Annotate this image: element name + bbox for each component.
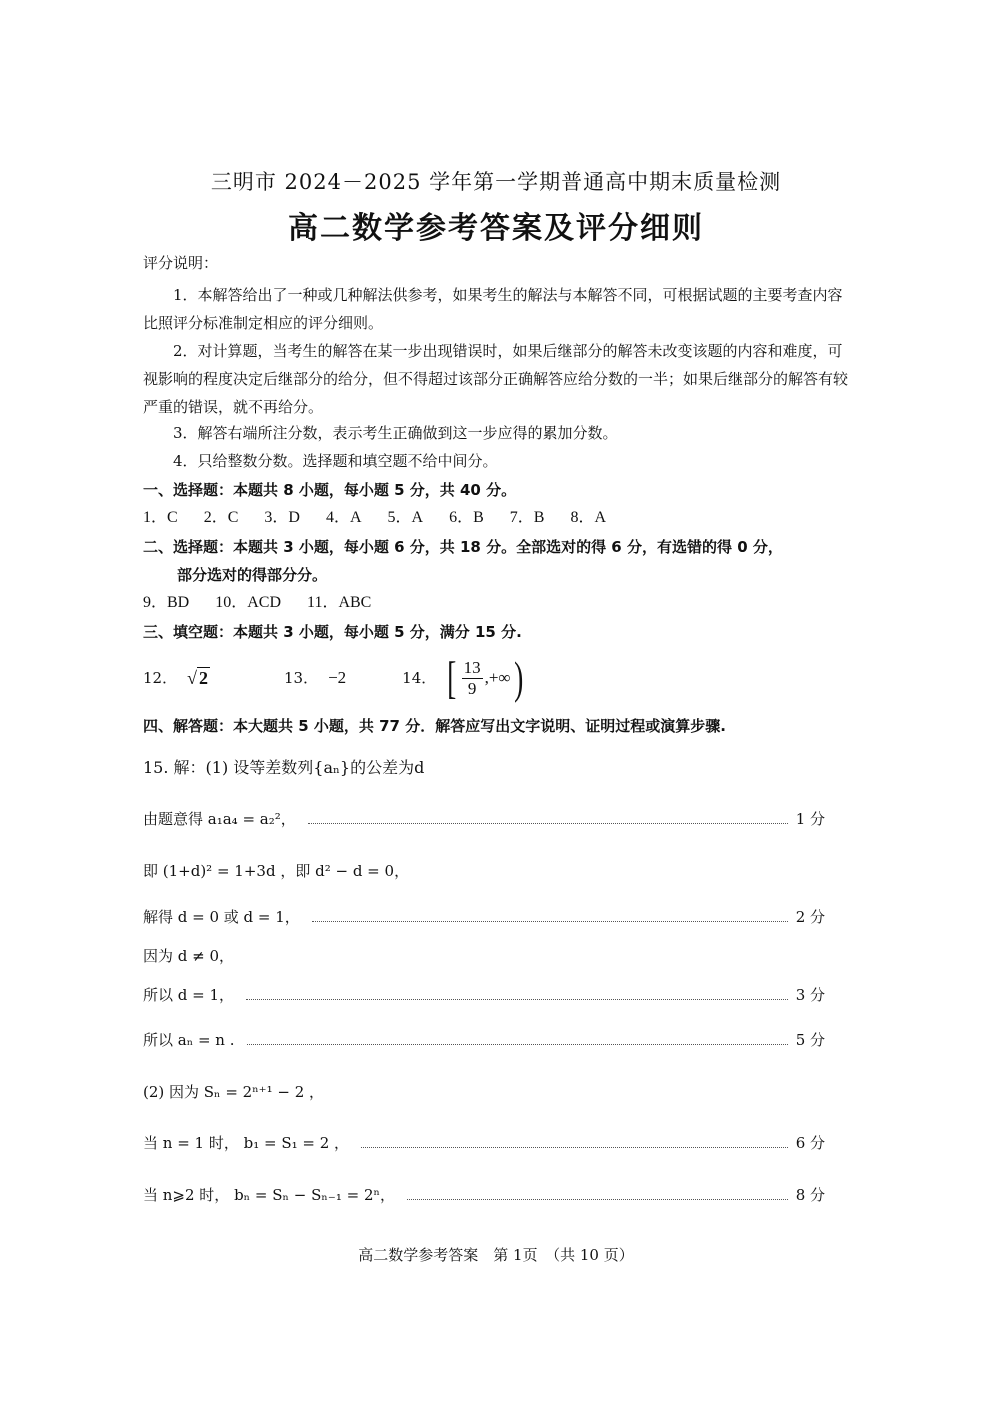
- answer-10: 10．ACD: [215, 594, 282, 611]
- step-points: 5 分: [795, 1031, 825, 1049]
- answer-1: 1．C: [143, 509, 178, 526]
- solution-step-6: 所以 aₙ = n . 5 分: [143, 1031, 825, 1049]
- solution-step-7: (2) 因为 Sₙ = 2ⁿ⁺¹ − 2 ，: [143, 1083, 325, 1101]
- leader-dots: [407, 1198, 788, 1200]
- instruction-item-2: 2．对计算题，当考生的解答在某一步出现错误时，如果后继部分的解答未改变该题的内容和难度，可视影响的程度决定后继部分的给分，但不得超过该部分正确解答应给分数的一半；如果后继部分的解答有较严重的错误，就不再给分。: [143, 342, 849, 416]
- answer-7: 7．B: [509, 509, 545, 526]
- leader-dots: [247, 1043, 788, 1045]
- q13-label: 13．: [283, 669, 319, 687]
- section1-answers: [143, 508, 855, 528]
- q13-answer: −2: [328, 668, 347, 687]
- q15-intro: 15. 解：(1) 设等差数列{aₙ}的公差为d: [143, 758, 425, 777]
- answer-4: 4．A: [325, 509, 362, 526]
- instructions-heading: 评分说明：: [143, 254, 219, 272]
- step-points: 3 分: [795, 986, 825, 1004]
- answer-2: 2．C: [203, 509, 239, 526]
- step-points: 8 分: [795, 1186, 825, 1204]
- solution-step-4: 因为 d ≠ 0，: [143, 947, 235, 965]
- section4-heading: 四、解答题：本大题共 5 小题，共 77 分．解答应写出文字说明、证明过程或演算步骤.: [143, 717, 726, 735]
- section2-heading: 二、选择题：本题共 3 小题，每小题 6 分，共 18 分。全部选对的得 6 分，有选错的得 0 分，: [143, 538, 783, 556]
- answer-3: 3．D: [264, 509, 300, 526]
- solution-step-5: 所以 d = 1， 3 分: [143, 986, 825, 1004]
- leader-dots: [361, 1146, 788, 1148]
- step-points: 6 分: [795, 1134, 825, 1152]
- instruction-item-1: 1．本解答给出了一种或几种解法供参考，如果考生的解法与本解答不同，可根据试题的主要考查内容比照评分标准制定相应的评分细则。: [143, 286, 843, 332]
- answer-6: 6．B: [449, 509, 484, 526]
- leader-dots: [246, 998, 788, 1000]
- section3-answers: [143, 652, 855, 704]
- instruction-item-4: 4．只给整数分数。选择题和填空题不给中间分。: [173, 452, 498, 470]
- q14-label: 14．: [402, 669, 437, 687]
- answer-11: 11．ABC: [307, 594, 372, 611]
- answer-5: 5．A: [387, 509, 424, 526]
- section3-heading: 三、填空题：本题共 3 小题，每小题 5 分，满分 15 分.: [143, 623, 522, 641]
- q14-fraction: $\frac{13}{9}$: [463, 657, 481, 698]
- section2-answers: [143, 593, 855, 613]
- document-title: 高二数学参考答案及评分细则: [288, 211, 704, 246]
- leader-dots: [308, 822, 788, 824]
- solution-step-1: 由题意得 a₁a₄ = a₂²， 1 分: [143, 810, 825, 828]
- answer-8: 8．A: [570, 509, 606, 526]
- exam-title: 三明市 2024－2025 学年第一学期普通高中期末质量检测: [210, 170, 782, 194]
- instruction-item-3: 3．解答右端所注分数，表示考生正确做到这一步应得的累加分数。: [173, 424, 618, 442]
- solution-step-8: 当 n = 1 时， b₁ = S₁ = 2 ， 6 分: [143, 1134, 825, 1152]
- solution-step-3: 解得 d = 0 或 d = 1， 2 分: [143, 908, 825, 926]
- leader-dots: [312, 920, 788, 922]
- section2-heading-cont: 部分选对的得部分分。: [177, 566, 328, 584]
- solution-step-9: 当 n⩾2 时， bₙ = Sₙ − Sₙ₋₁ = 2ⁿ， 8 分: [143, 1186, 825, 1204]
- page-footer: 高二数学参考答案 第 1页 （共 10 页）: [358, 1246, 634, 1264]
- answer-9: 9．BD: [143, 594, 190, 611]
- q14-answer: [ $\frac{13}{9}$ ,+∞ ): [447, 652, 523, 703]
- q12-label: 12．: [143, 669, 178, 687]
- section1-heading: 一、选择题：本题共 8 小题，每小题 5 分，共 40 分。: [143, 481, 517, 499]
- step-points: 2 分: [795, 908, 825, 926]
- q12-answer: √ 2: [187, 668, 208, 688]
- step-points: 1 分: [795, 810, 825, 828]
- solution-step-2: 即 (1+d)² = 1+3d ，即 d² − d = 0，: [143, 862, 410, 880]
